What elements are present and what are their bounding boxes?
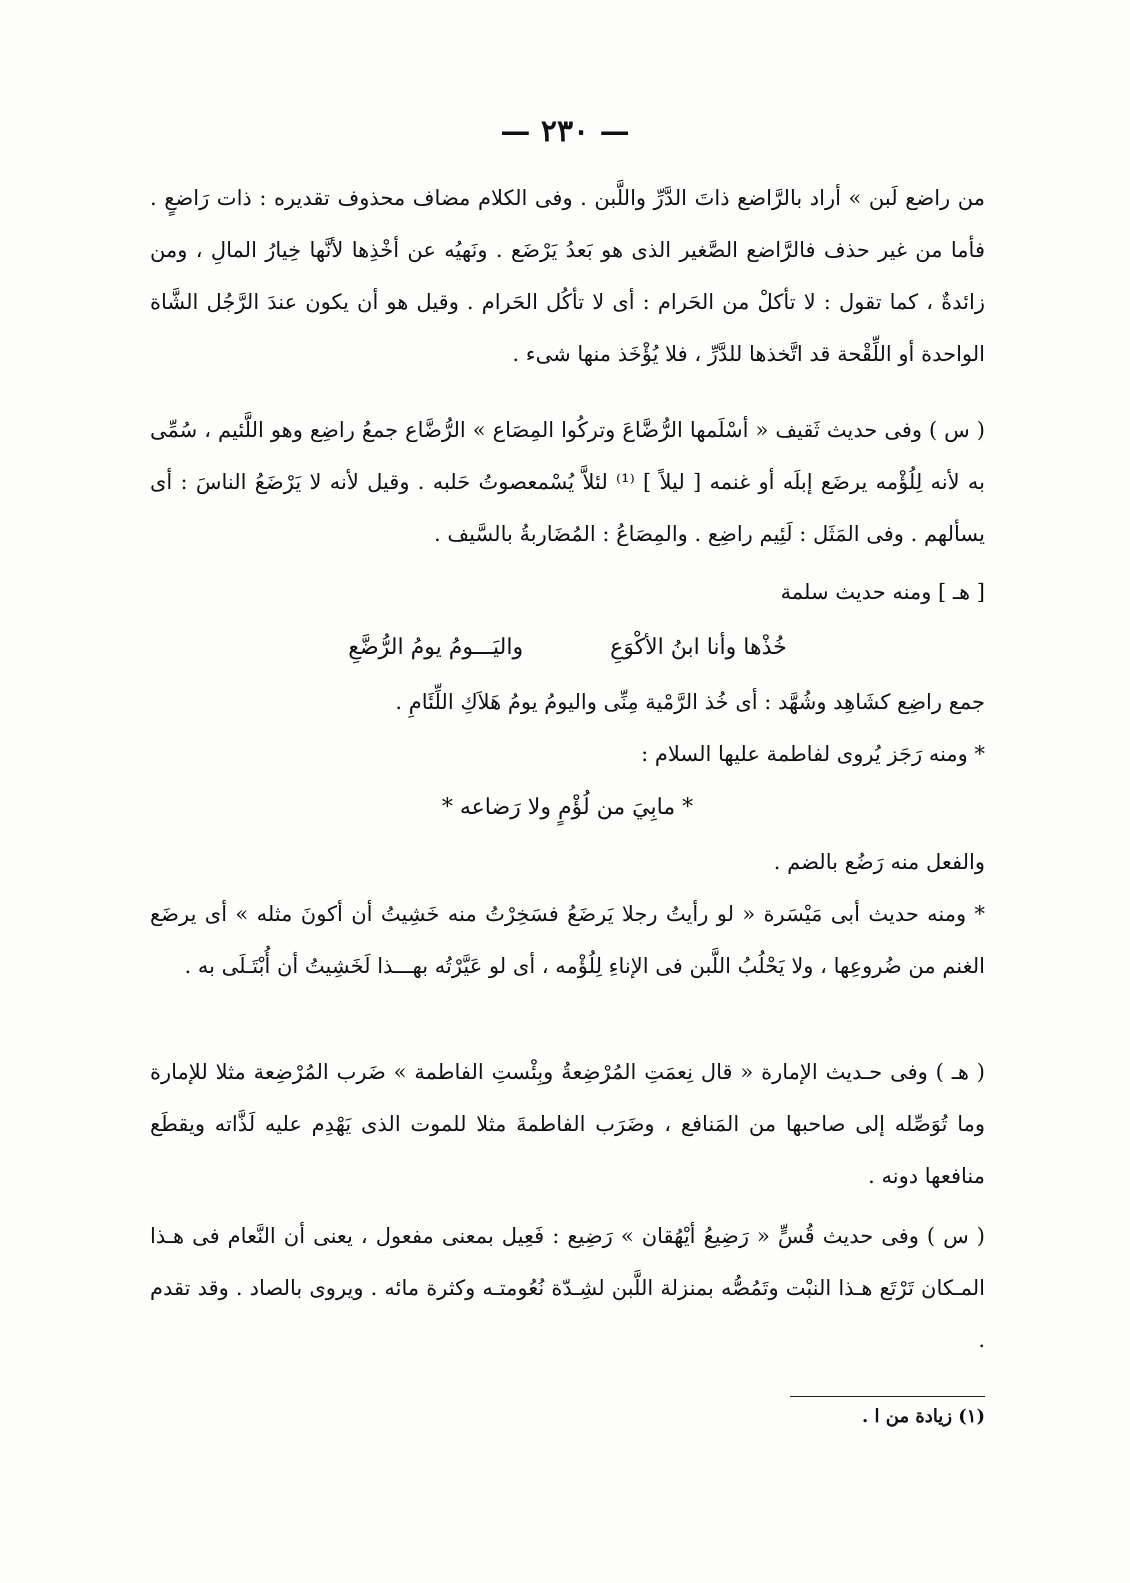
verse-hemistich-right: خُذْها وأنا ابنُ الأكْوَعِ: [610, 635, 787, 660]
paragraph: ( س ) وفى حديث ثَقيف « أسْلَمها الرُّضَّاعَ وتركُوا المِصَاع » الرُّضَّاع جمعُ راضِع وهو اللَّئيم ، سُمِّى به لأنه لِلُؤْمه يرضَع إبلَه أو غنمه [ ليلاً ] ⁽¹⁾ لئلاَّ يُسْمعصوتُ حَلبه . وقيل لأنه لا يَرْضَعُ الناسَ : أى يسألهم . وفى المَثَل : لَئِيم راضِع . والمِصَاعُ : المُضَاربةُ بالسَّيف .: [150, 418, 985, 546]
paragraph: [ هـ ] ومنه حديث سلمة: [780, 580, 985, 604]
verse-hemistich-left: واليَـــومُ يومُ الرُّضَّعِ: [348, 635, 524, 660]
paragraph: * ومنه حديث أبى مَيْسَرة « لو رأيتُ رجلا يَرضَعُ فسَخِرْتُ منه خَشِيتُ أن أكونَ مثله » أى يرضَع الغنم من ضُروعِها ، ولا يَحْلُبُ اللَّبن فى الإناءِ لِلُؤْمه ، أى لو عَيَّرْتُه بهـــذا لَخَشِيتُ أن أُبْتَـلَى به .: [150, 902, 985, 978]
entry-block-1: [150, 172, 985, 380]
entry-block-4: [150, 676, 985, 780]
entry-block-5: [150, 836, 985, 992]
entry-block-6: [150, 1046, 985, 1202]
rajaz-line: * مابِيَ من لُؤْمٍ ولا رَضاعه *: [441, 795, 694, 820]
footnote-divider: [790, 1396, 985, 1397]
entry-block-3: [150, 566, 985, 618]
paragraph: ( هـ ) وفى حـديث الإمارة « قال نِعمَتِ المُرْضِعةُ وبِئْستِ الفاطمة » ضَرب المُرْضِعة مثلا للإمارة وما تُوَصِّله إلى صاحبها من المَنافع ، وضَرَب الفاطمةَ مثلا للموت الذى يَهْدِم عليه لَذَّاته ويقطَع منافعها دونه .: [150, 1060, 985, 1188]
paragraph: * ومنه رَجَز يُروى لفاطمة عليها السلام :: [641, 742, 985, 766]
paragraph: ( س ) وفى حديث قُسٍّ « رَضِيعُ أيْهُقان » رَضِيع : فَعِيل بمعنى مفعول ، يعنى أن النَّعام فى هـذا المـكان تَرْتَع هـذا النبْت وتَمُصُّه بمنزلة اللَّبن لشِـدّة نُعُومتـه وكثرة مائه . ويروى بالصاد . وقد تقدم .: [150, 1224, 985, 1352]
footnote: (١) زيادة من ا .: [861, 1406, 985, 1427]
paragraph: والفعل منه رَضُع بالضم .: [773, 850, 985, 874]
page-number: — ٢٣٠ —: [500, 114, 630, 149]
paragraph: من راضع لَبن » أراد بالرَّاضع ذاتَ الدَّرِّ واللَّبن . وفى الكلام مضاف محذوف تقديره : ذات رَاضعٍ . فأما من غير حذف فالرَّاضع الصَّغير الذى هو بَعدُ يَرْضَع . ونَهيُه عن أخْذِها لأنَّها خِيارُ المالِ ، ومن زائدةٌ ، كما تقول : لا تأكلْ من الحَرام : أى لا تأكُل الحَرام . وقيل هو أن يكون عندَ الرَّجُل الشَّاة الواحدة أو اللِّقْحة قد اتَّخذها للدَّرِّ ، فلا يُؤْخَذ منها شىء .: [150, 186, 985, 366]
verse-line: [150, 622, 985, 674]
paragraph: جمع راضِع كشَاهِد وشُهَّد : أى خُذ الرَّمْية مِنِّى واليومُ يومُ هَلاَكِ اللِّئَامِ .: [395, 690, 985, 714]
entry-block-2: [150, 404, 985, 560]
entry-block-7: [150, 1210, 985, 1366]
